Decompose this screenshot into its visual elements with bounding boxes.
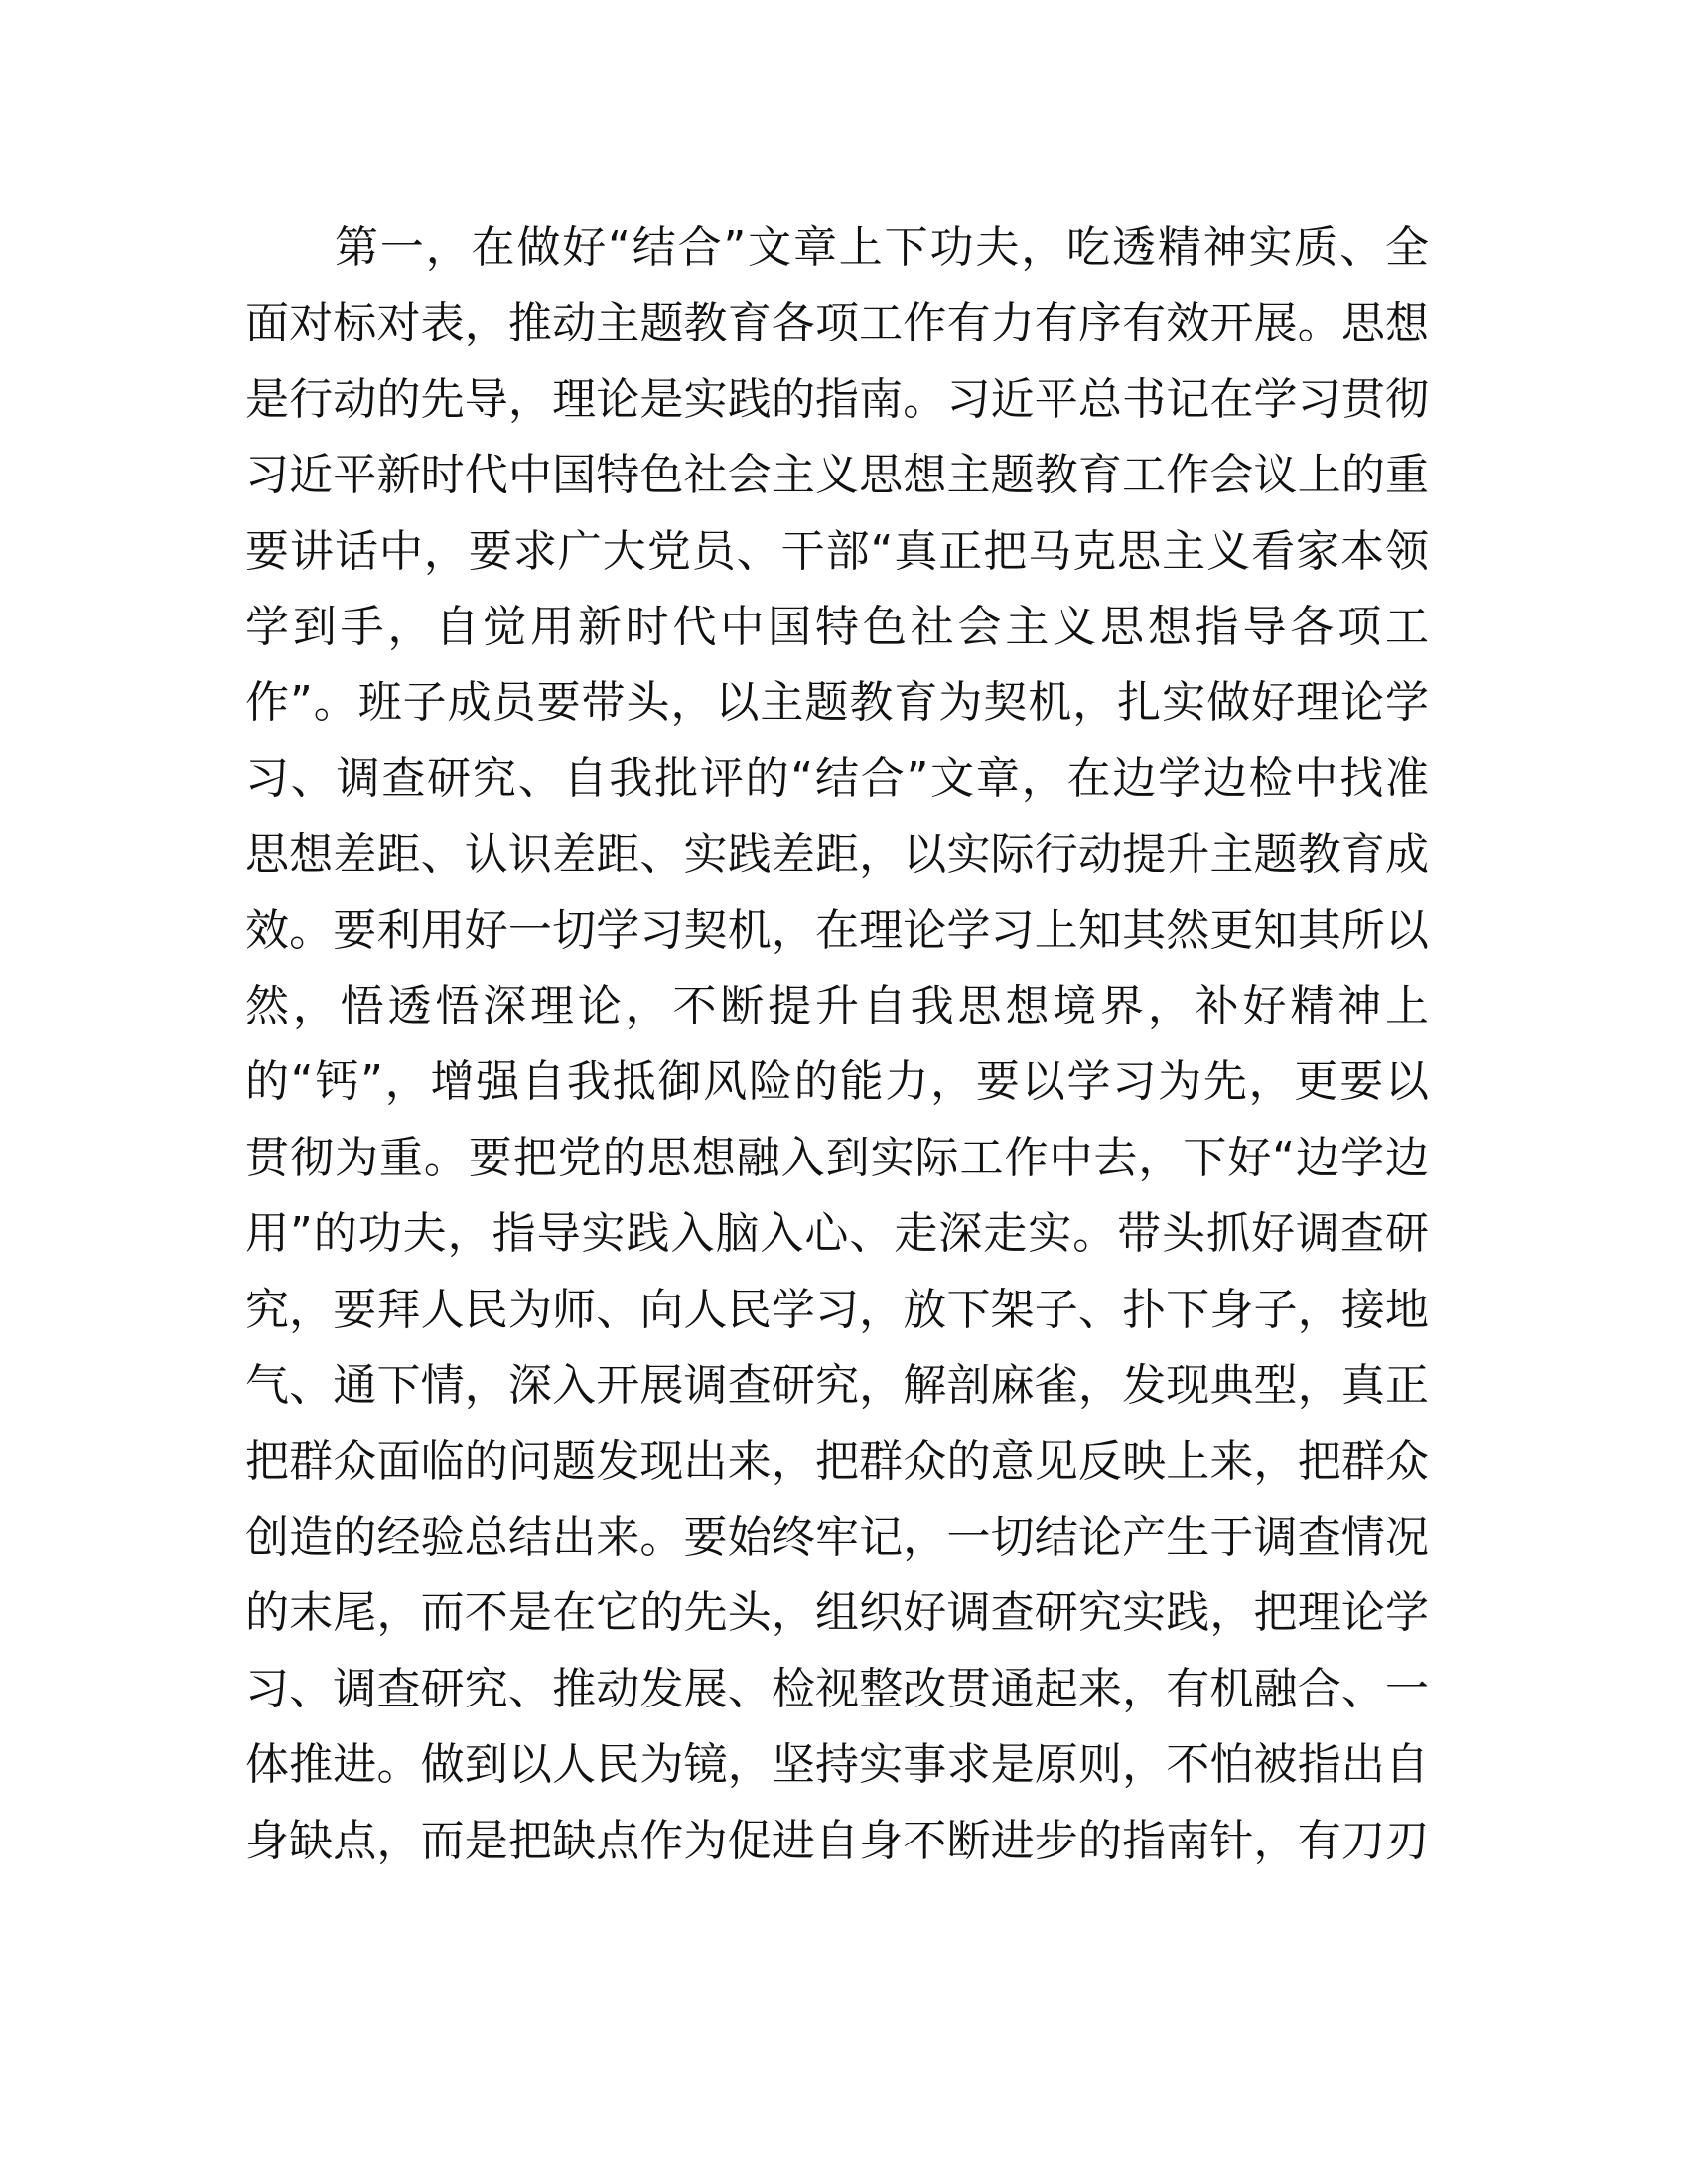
text-line: 气、通下情，深入开展调查研究，解剖麻雀，发现典型，真正 <box>245 1360 1429 1412</box>
text-line: 习、调查研究、推动发展、检视整改贯通起来，有机融合、一 <box>245 1663 1429 1714</box>
text-line: 习、调查研究、自我批评的“结合”文章，在边学边检中找准 <box>245 752 1429 804</box>
text-line: 的末尾，而不是在它的先头，组织好调查研究实践，把理论学 <box>245 1587 1429 1639</box>
text-line: 面对标对表，推动主题教育各项工作有力有序有效开展。思想 <box>245 298 1429 349</box>
text-line: 第一，在做好“结合”文章上下功夫，吃透精神实质、全 <box>335 222 1429 273</box>
text-line: 是行动的先导，理论是实践的指南。习近平总书记在学习贯彻 <box>245 373 1429 425</box>
text-line: 贯彻为重。要把党的思想融入到实际工作中去，下好“边学边 <box>245 1132 1429 1183</box>
text-line: 用”的功夫，指导实践入脑入心、走深走实。带头抓好调查研 <box>245 1208 1429 1260</box>
text-line: 效。要利用好一切学习契机，在理论学习上知其然更知其所以 <box>245 904 1429 956</box>
text-line: 体推进。做到以人民为镜，坚持实事求是原则，不怕被指出自 <box>245 1739 1429 1791</box>
text-line: 身缺点，而是把缺点作为促进自身不断进步的指南针，有刀刃 <box>245 1815 1429 1866</box>
document-page <box>245 210 1429 1879</box>
text-line: 创造的经验总结出来。要始终牢记，一切结论产生于调查情况 <box>245 1511 1429 1563</box>
text-line: 把群众面临的问题发现出来，把群众的意见反映上来，把群众 <box>245 1435 1429 1487</box>
text-line: 要讲话中，要求广大党员、干部“真正把马克思主义看家本领 <box>245 525 1429 577</box>
text-line: 习近平新时代中国特色社会主义思想主题教育工作会议上的重 <box>245 450 1429 501</box>
text-line: 思想差距、认识差距、实践差距，以实际行动提升主题教育成 <box>245 829 1429 881</box>
text-line: 究，要拜人民为师、向人民学习，放下架子、扑下身子，接地 <box>245 1284 1429 1335</box>
text-line: 的“钙”，增强自我抵御风险的能力，要以学习为先，更要以 <box>245 1056 1429 1108</box>
text-line: 然，悟透悟深理论，不断提升自我思想境界，补好精神上 <box>245 981 1429 1032</box>
text-line: 学到手，自觉用新时代中国特色社会主义思想指导各项工 <box>245 602 1429 653</box>
text-line: 作”。班子成员要带头，以主题教育为契机，扎实做好理论学 <box>245 677 1429 729</box>
